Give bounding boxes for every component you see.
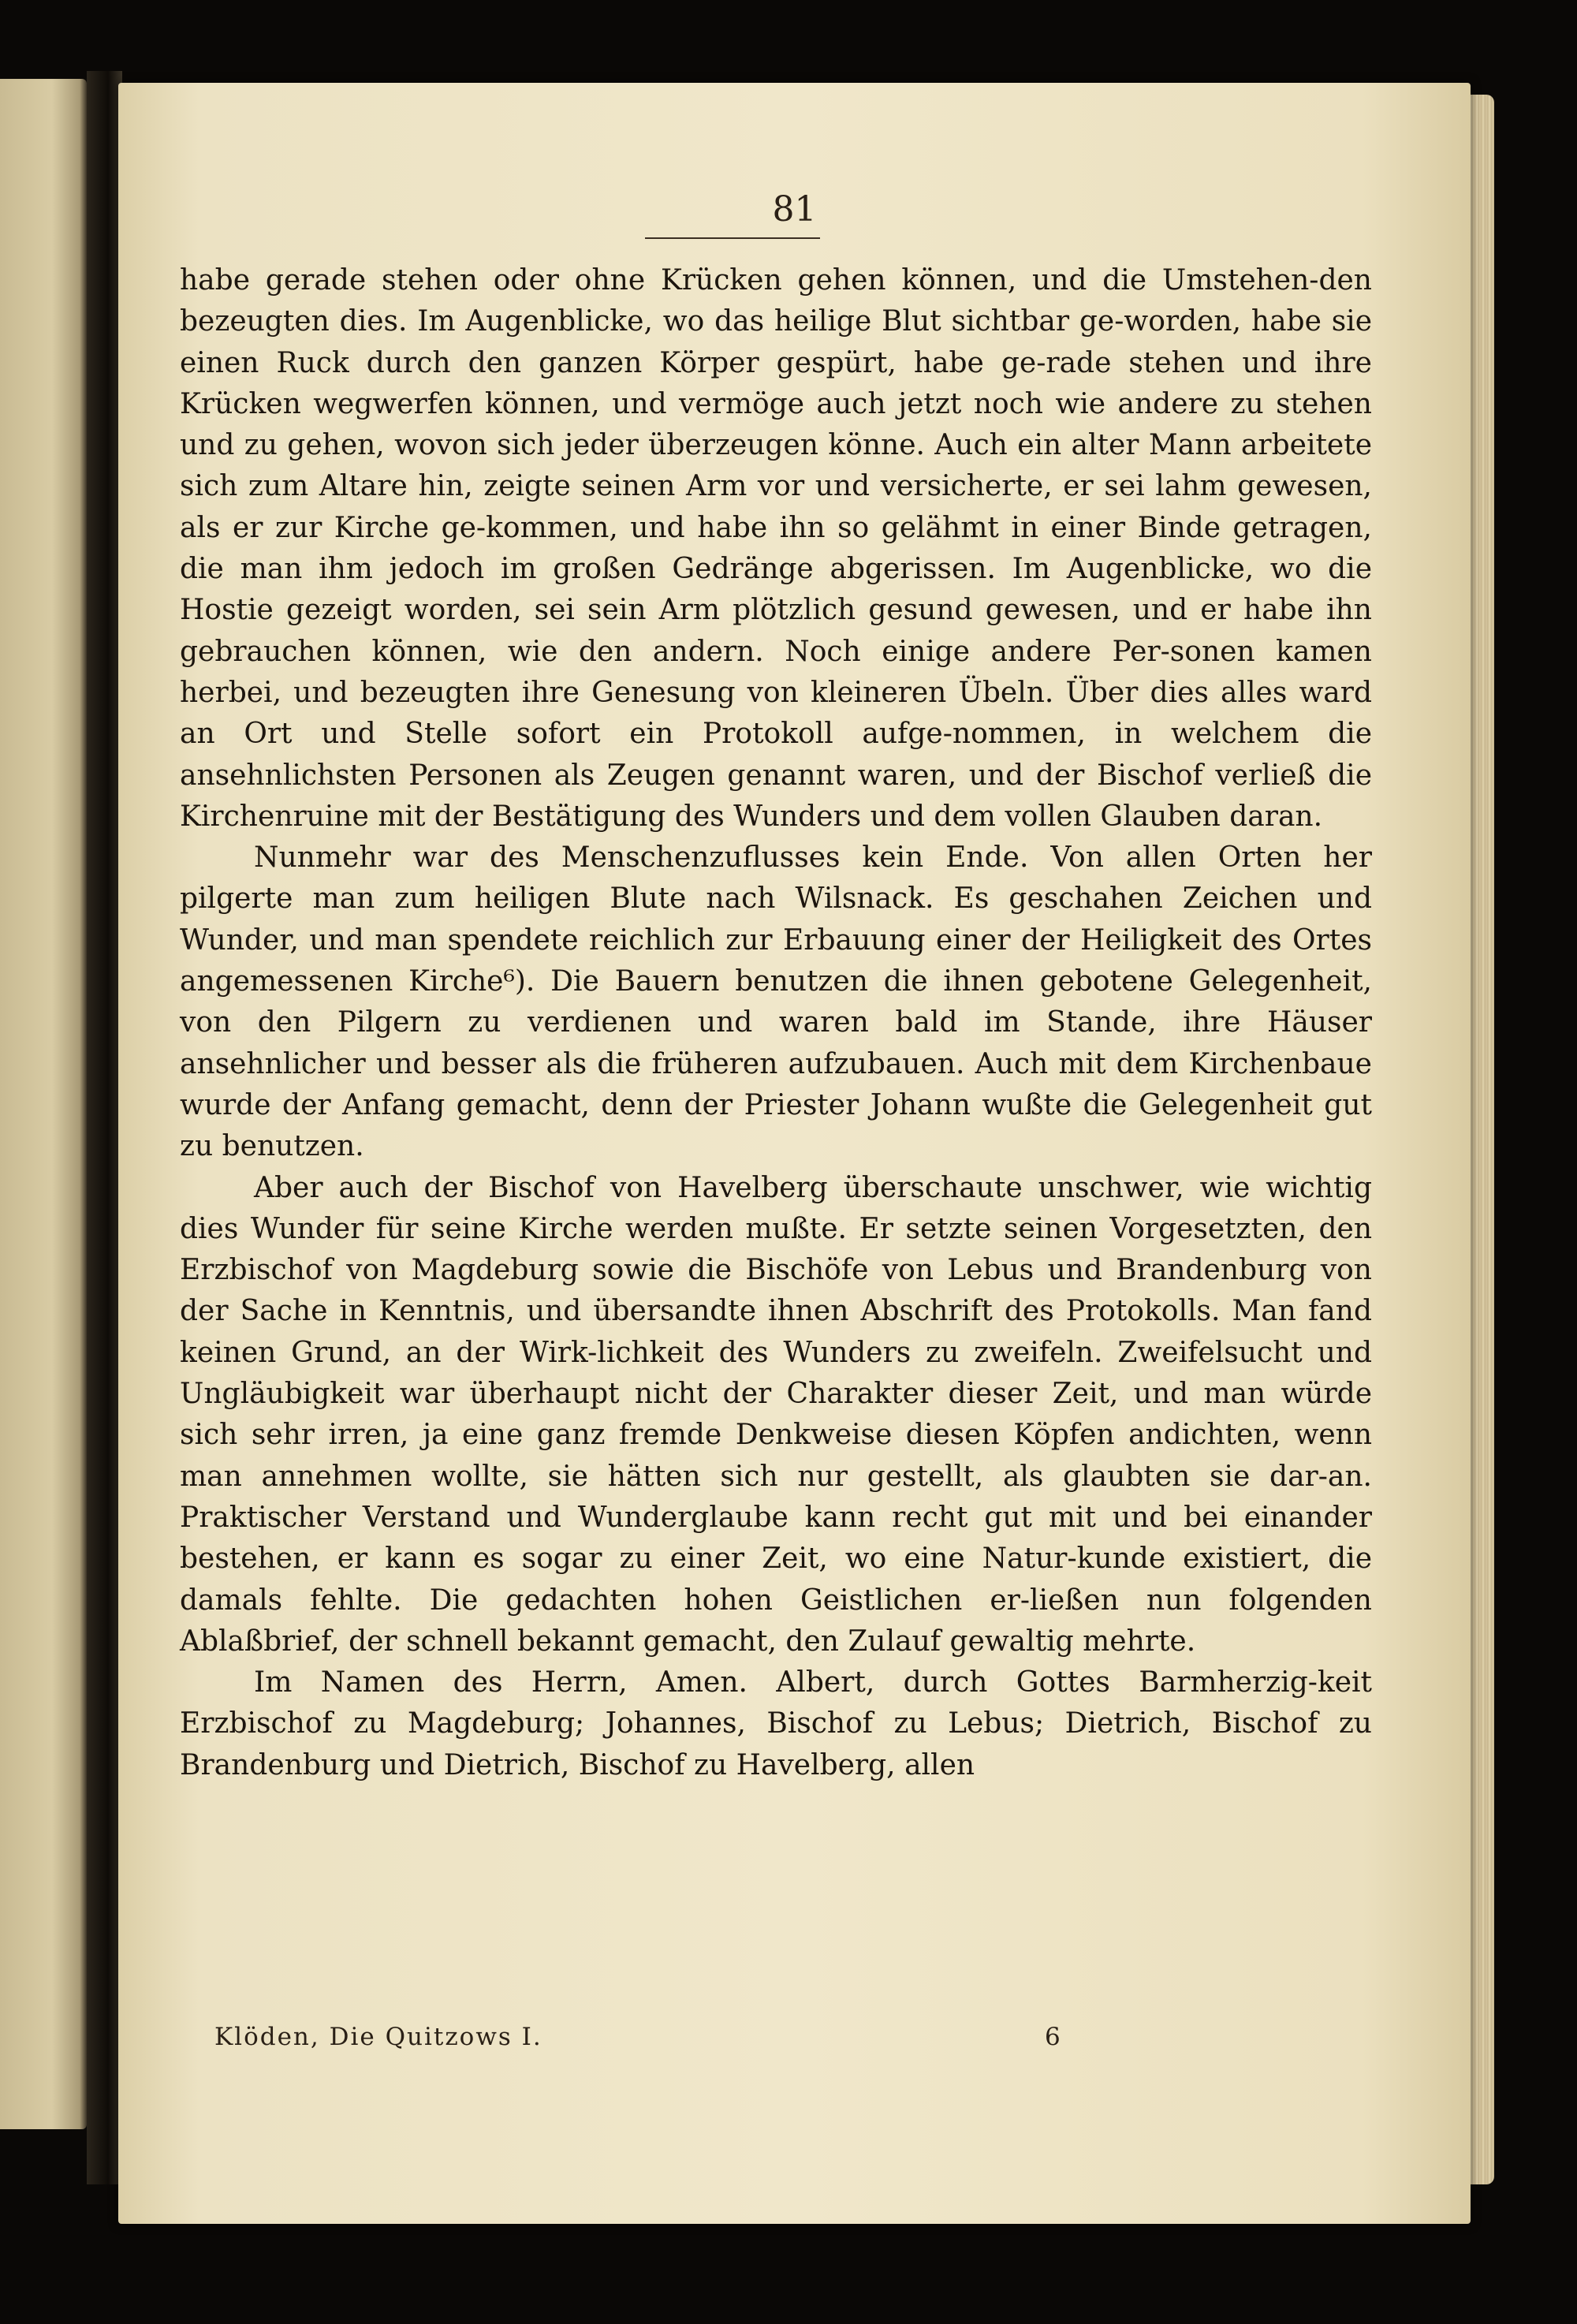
footer-sheet-number: 6 (1045, 2023, 1061, 2051)
book-page (118, 83, 1471, 2224)
paragraph-1: habe gerade stehen oder ohne Krücken gehen können, und die Umstehen-den bezeugten dies. Im Augenblicke, wo das heilige Blut sichtbar ge-worden, habe sie einen Ruck durch den ganzen Körper gespürt, habe ge-rade stehen und ihre Krücken wegwerfen können, und vermöge auch jetzt noch wie andere zu stehen und zu gehen, wovon sich jeder überzeugen könne. Auch ein alter Mann arbeitete sich zum Altare hin, zeigte seinen Arm vor und versicherte, er sei lahm gewesen, als er zur Kirche ge-kommen, und habe ihn so gelähmt in einer Binde getragen, die man ihm jedoch im großen Gedränge abgerissen. Im Augenblicke, wo die Hostie gezeigt worden, sei sein Arm plötzlich gesund gewesen, und er habe ihn gebrauchen können, wie den andern. Noch einige andere Per-sonen kamen herbei, und bezeugten ihre Genesung von kleineren Übeln. Über dies alles ward an Ort und Stelle sofort ein Protokoll aufge-nommen, in welchem die ansehnlichsten Personen als Zeugen genannt waren, und der Bischof verließ die Kirchenruine mit der Bestätigung des Wunders und dem vollen Glauben daran. (180, 264, 1372, 833)
paragraph-3: Aber auch der Bischof von Havelberg überschaute unschwer, wie wichtig dies Wunder für seine Kirche werden mußte. Er setzte seinen Vorgesetzten, den Erzbischof von Magdeburg sowie die Bischöfe von Lebus und Brandenburg von der Sache in Kenntnis, und übersandte ihnen Abschrift des Protokolls. Man fand keinen Grund, an der Wirk-lichkeit des Wunders zu zweifeln. Zweifelsucht und Ungläubigkeit war überhaupt nicht der Charakter dieser Zeit, und man würde sich sehr irren, ja eine ganz fremde Denkweise diesen Köpfen andichten, wenn man annehmen wollte, sie hätten sich nur gestellt, als glaubten sie dar-an. Praktischer Verstand und Wunderglaube kann recht gut mit und bei einander bestehen, er kann es sogar zu einer Zeit, wo eine Natur-kunde existiert, die damals fehlte. Die gedachten hohen Geistlichen er-ließen nun folgenden Ablaßbrief, der schnell bekannt gemacht, den Zulauf gewaltig mehrte. (180, 1171, 1372, 1658)
book-gutter (87, 71, 122, 2184)
body-text (180, 260, 1372, 1786)
page-number: 81 (772, 189, 817, 229)
paragraph-2: Nunmehr war des Menschenzuflusses kein Ende. Von allen Orten her pilgerte man zum heiligen Blute nach Wilsnack. Es geschahen Zeichen und Wunder, und man spendete reichlich zur Erbauung einer der Heiligkeit des Ortes angemessenen Kirche⁶). Die Bauern benutzen die ihnen gebotene Gelegenheit, von den Pilgern zu verdienen und waren bald im Stande, ihre Häuser ansehnlicher und besser als die früheren aufzubauen. Auch mit dem Kirchenbaue wurde der Anfang gemacht, denn der Priester Johann wußte die Gelegenheit gut zu benutzen. (180, 841, 1372, 1163)
previous-page-edge (0, 79, 87, 2129)
paragraph-4: Im Namen des Herrn, Amen. Albert, durch Gottes Barmherzig-keit Erzbischof zu Magdeburg; Johannes, Bischof zu Lebus; Dietrich, Bischof zu Brandenburg und Dietrich, Bischof zu Havelberg, allen (180, 1666, 1372, 1781)
footer-signature: Klöden, Die Quitzows I. (214, 2023, 542, 2051)
header-rule (645, 237, 820, 239)
